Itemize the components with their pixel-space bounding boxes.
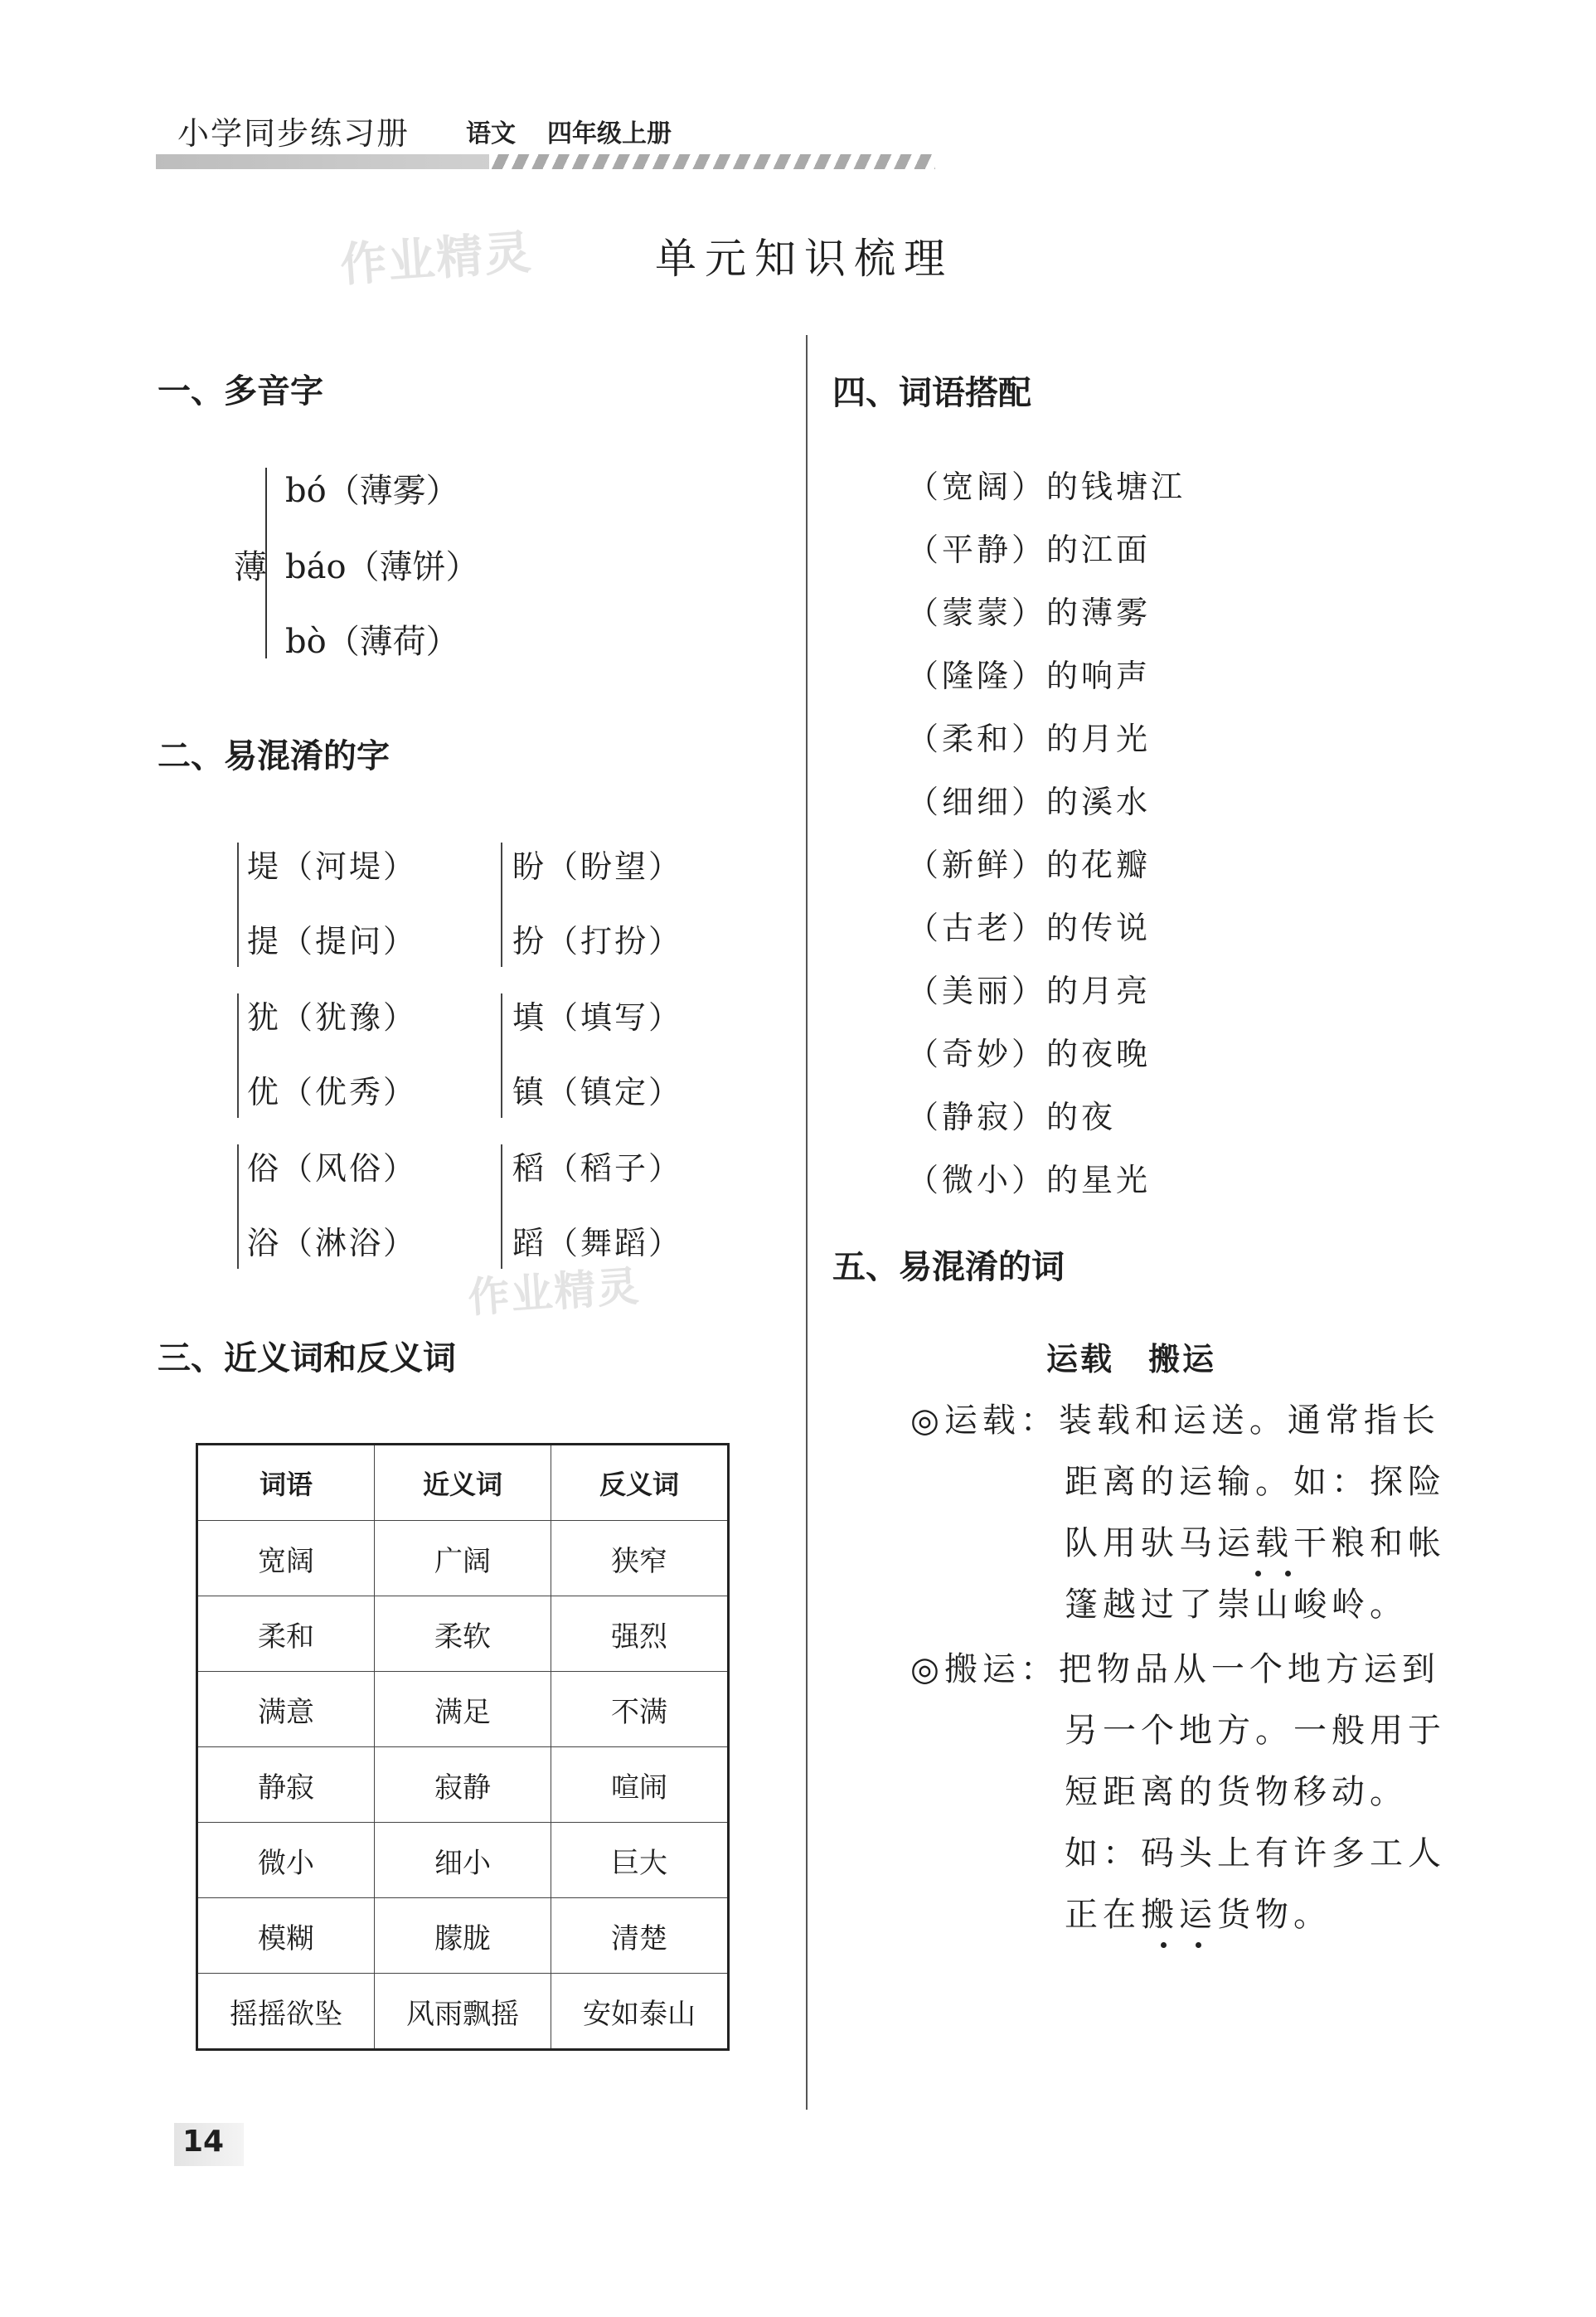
collocation-item: （宽阔）的钱塘江 xyxy=(907,469,1186,505)
definition-line: 短距离的货物移动。 xyxy=(1065,1773,1408,1811)
column-header: 近义词 xyxy=(375,1445,551,1521)
table-cell: 强烈 xyxy=(551,1596,729,1672)
pinyin: bò xyxy=(285,623,327,661)
collocation-item: （静寂）的夜 xyxy=(907,1099,1117,1135)
table-cell: 柔和 xyxy=(197,1596,375,1672)
definition-line: ◎运载：装载和运送。通常指长 xyxy=(910,1401,1440,1440)
table-cell: 巨大 xyxy=(551,1823,729,1898)
collocation-item: （平静）的江面 xyxy=(907,532,1152,568)
watermark-logo: 作业精灵 xyxy=(466,1261,643,1323)
table-header-row xyxy=(197,1445,729,1521)
confusable-char-item: 镇（镇定） xyxy=(512,1074,683,1110)
header-book-title: 小学同步练习册 xyxy=(177,115,410,152)
page-number: 14 xyxy=(182,2125,225,2159)
emphasis-dot xyxy=(1255,1571,1261,1576)
collocation-item: （隆隆）的响声 xyxy=(907,658,1152,694)
section-title-polyphone: 一、多音字 xyxy=(158,372,323,410)
pinyin: báo xyxy=(285,548,347,586)
page-title: 单元知识梳理 xyxy=(655,235,953,283)
table-cell: 摇摇欲坠 xyxy=(197,1974,375,2050)
table-cell: 模糊 xyxy=(197,1898,375,1974)
example-word: （薄饼） xyxy=(346,548,479,586)
table-row xyxy=(197,1747,729,1823)
section-title-synonyms-antonyms: 三、近义词和反义词 xyxy=(158,1339,456,1377)
collocation-item: （奇妙）的夜晚 xyxy=(907,1036,1152,1072)
column-header: 反义词 xyxy=(551,1445,729,1521)
confusable-word-pair: 运载 搬运 xyxy=(1046,1341,1217,1377)
table-cell: 朦胧 xyxy=(375,1898,551,1974)
collocation-item: （新鲜）的花瓣 xyxy=(907,847,1152,883)
polyphone-reading xyxy=(285,541,479,588)
collocation-item: （古老）的传说 xyxy=(907,910,1152,946)
table-row xyxy=(197,1898,729,1974)
confusable-char-item: 扮（打扮） xyxy=(512,923,683,959)
collocation-item: （细细）的溪水 xyxy=(907,784,1152,820)
polyphone-char: 薄 xyxy=(234,548,267,586)
confusable-char-item: 提（提问） xyxy=(247,923,418,959)
definition-line: ◎搬运：把物品从一个地方运到 xyxy=(910,1650,1440,1688)
column-divider xyxy=(806,335,808,2110)
header-grade: 四年级上册 xyxy=(547,119,672,148)
collocation-item: （微小）的星光 xyxy=(907,1162,1152,1198)
emphasis-dot xyxy=(1196,1942,1201,1948)
table-cell: 风雨飘摇 xyxy=(375,1974,551,2050)
table-cell: 寂静 xyxy=(375,1747,551,1823)
header-rule-pattern xyxy=(489,154,935,169)
confusable-char-item: 稻（稻子） xyxy=(512,1150,683,1187)
section-title-confusable-chars: 二、易混淆的字 xyxy=(158,737,390,775)
table-cell: 细小 xyxy=(375,1823,551,1898)
confusable-char-item: 堤（河堤） xyxy=(247,848,418,885)
pair-brace xyxy=(501,843,512,967)
definition-line: 距离的运输。如：探险 xyxy=(1065,1463,1446,1501)
table-cell: 满意 xyxy=(197,1672,375,1747)
confusable-char-item: 犹（犹豫） xyxy=(247,999,418,1036)
table-cell: 广阔 xyxy=(375,1521,551,1596)
definition-line: 正在搬运货物。 xyxy=(1065,1896,1332,1934)
header-subject: 语文 xyxy=(466,119,516,148)
table-cell: 安如泰山 xyxy=(551,1974,729,2050)
synonym-antonym-table xyxy=(196,1443,730,2051)
table-row xyxy=(197,1521,729,1596)
table-row xyxy=(197,1974,729,2050)
table-cell: 不满 xyxy=(551,1672,729,1747)
table-row xyxy=(197,1596,729,1672)
confusable-char-item: 蹈（舞蹈） xyxy=(512,1225,683,1261)
example-word: （薄荷） xyxy=(326,623,459,661)
definition-line: 另一个地方。一般用于 xyxy=(1065,1712,1446,1750)
example-word: （薄雾） xyxy=(326,472,459,510)
polyphone-reading xyxy=(285,615,459,663)
table-cell: 宽阔 xyxy=(197,1521,375,1596)
column-header: 词语 xyxy=(197,1445,375,1521)
emphasis-dot xyxy=(1285,1571,1291,1576)
collocation-item: （蒙蒙）的薄雾 xyxy=(907,595,1152,631)
pinyin: bó xyxy=(285,472,327,510)
confusable-char-item: 填（填写） xyxy=(512,999,683,1036)
confusable-char-item: 浴（淋浴） xyxy=(247,1225,418,1261)
pair-brace xyxy=(501,993,512,1118)
table-cell: 喧闹 xyxy=(551,1747,729,1823)
emphasis-dot xyxy=(1161,1942,1167,1948)
table-cell: 清楚 xyxy=(551,1898,729,1974)
confusable-char-item: 俗（风俗） xyxy=(247,1150,418,1187)
polyphone-brace xyxy=(265,468,279,658)
table-cell: 狭窄 xyxy=(551,1521,729,1596)
definition-line: 如：码头上有许多工人 xyxy=(1065,1834,1446,1873)
table-row xyxy=(197,1823,729,1898)
collocation-item: （美丽）的月亮 xyxy=(907,973,1152,1009)
watermark-logo: 作业精灵 xyxy=(338,225,535,294)
section-title-confusable-words: 五、易混淆的词 xyxy=(832,1248,1065,1286)
confusable-char-item: 盼（盼望） xyxy=(512,848,683,885)
table-cell: 满足 xyxy=(375,1672,551,1747)
confusable-char-item: 优（优秀） xyxy=(247,1074,418,1110)
section-title-collocations: 四、词语搭配 xyxy=(832,374,1031,412)
pair-brace xyxy=(501,1144,512,1269)
polyphone-reading xyxy=(285,464,459,512)
table-cell: 柔软 xyxy=(375,1596,551,1672)
definition-line: 队用驮马运载干粮和帐 xyxy=(1065,1524,1446,1562)
table-cell: 微小 xyxy=(197,1823,375,1898)
definition-line: 篷越过了崇山峻岭。 xyxy=(1065,1586,1408,1624)
collocation-item: （柔和）的月光 xyxy=(907,721,1152,757)
table-row xyxy=(197,1672,729,1747)
table-cell: 静寂 xyxy=(197,1747,375,1823)
